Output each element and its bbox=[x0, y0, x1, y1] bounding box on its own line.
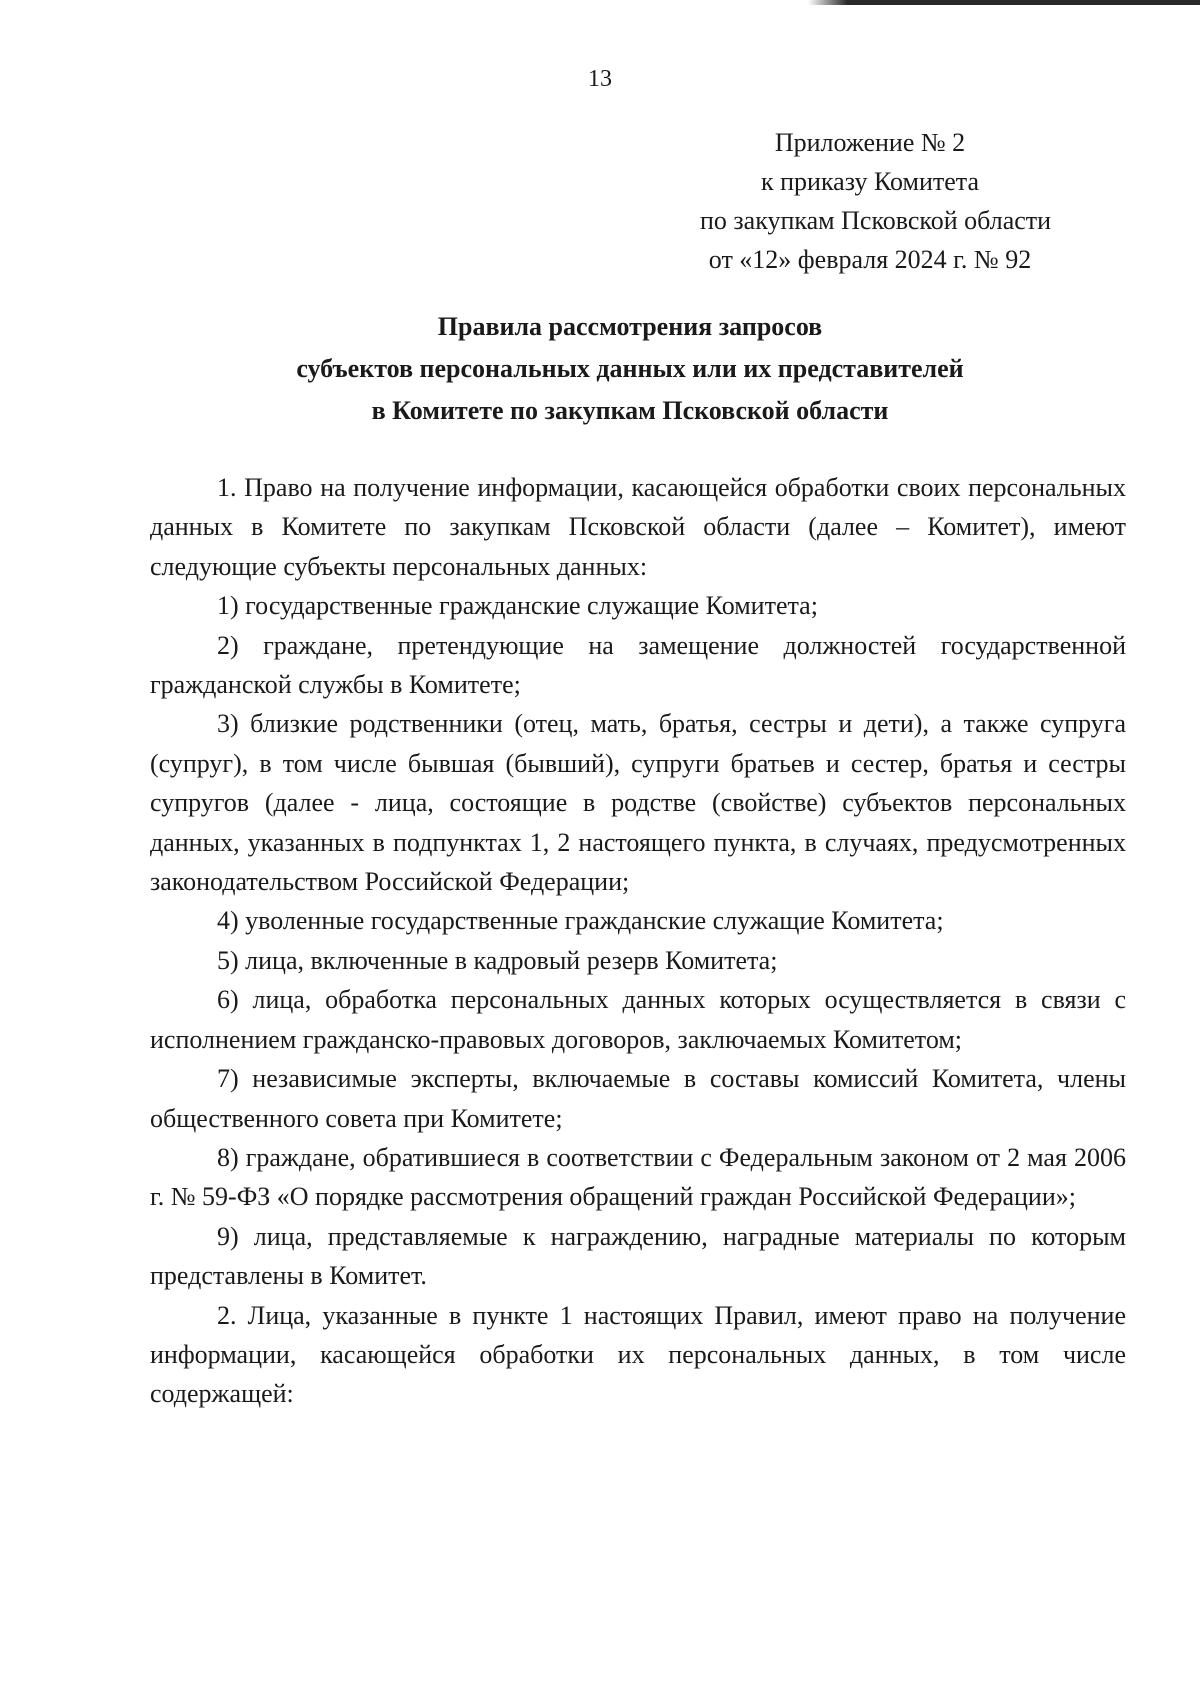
paragraph: 7) независимые эксперты, включаемые в составы комиссий Комитета, члены общественного совета при Комитете; bbox=[150, 1064, 1126, 1133]
paragraph: 3) близкие родственники (отец, мать, братья, сестры и дети), а также супруга (супруг), в том числе бывшая (бывший), супруги братьев и сестер, братья и сестры супругов (далее - лица, состоящие в родстве (свойстве) субъектов персональных данных, указанных в подпунктах 1, 2 настоящего пункта, в случаях, предусмотренных законодательством Российской Федерации; bbox=[150, 709, 1126, 897]
title-line: в Комитете по закупкам Псковской области bbox=[371, 396, 889, 425]
paragraph: 1. Право на получение информации, касающейся обработки своих персональных данных в Комитете по закупкам Псковской области (далее – Комитет), имеют следующие субъекты персональных данных: bbox=[150, 473, 1126, 581]
title-line: субъектов персональных данных или их представителей bbox=[296, 354, 964, 383]
paragraph: 1) государственные гражданские служащие Комитета; bbox=[217, 591, 818, 621]
paragraph: 5) лица, включенные в кадровый резерв Комитета; bbox=[217, 945, 778, 975]
appendix-line: к приказу Комитета bbox=[760, 167, 979, 196]
appendix-line: Приложение № 2 bbox=[774, 128, 966, 157]
appendix-line: по закупкам Псковской области bbox=[700, 206, 1052, 235]
appendix-header bbox=[700, 123, 1052, 279]
paragraph: 8) граждане, обратившиеся в соответствии с Федеральным законом от 2 мая 2006 г. № 59-ФЗ «О порядке рассмотрения обращений граждан Российской Федерации»; bbox=[150, 1142, 1126, 1212]
appendix-line: от «12» февраля 2024 г. № 92 bbox=[708, 245, 1032, 274]
paragraph: 2. Лица, указанные в пункте 1 настоящих Правил, имеют право на получение информации, касающейся обработки их персональных данных, в том числе содержащей: bbox=[150, 1300, 1126, 1409]
page-number: 13 bbox=[588, 66, 612, 92]
paragraph: 4) уволенные государственные гражданские служащие Комитета; bbox=[217, 906, 944, 936]
paragraph: 6) лица, обработка персональных данных которых осуществляется в связи с исполнением гражданско-правовых договоров, заключаемых Комитетом; bbox=[150, 985, 1126, 1054]
paragraph: 2) граждане, претендующие на замещение должностей государственной гражданской службы в Комитете; bbox=[150, 630, 1126, 700]
paragraph: 9) лица, представляемые к награждению, наградные материалы по которым представлены в Комитет. bbox=[150, 1221, 1126, 1291]
document-title bbox=[150, 306, 1110, 432]
title-line: Правила рассмотрения запросов bbox=[437, 312, 823, 341]
scan-edge-line bbox=[808, 0, 1200, 5]
document-body bbox=[150, 468, 1126, 1414]
